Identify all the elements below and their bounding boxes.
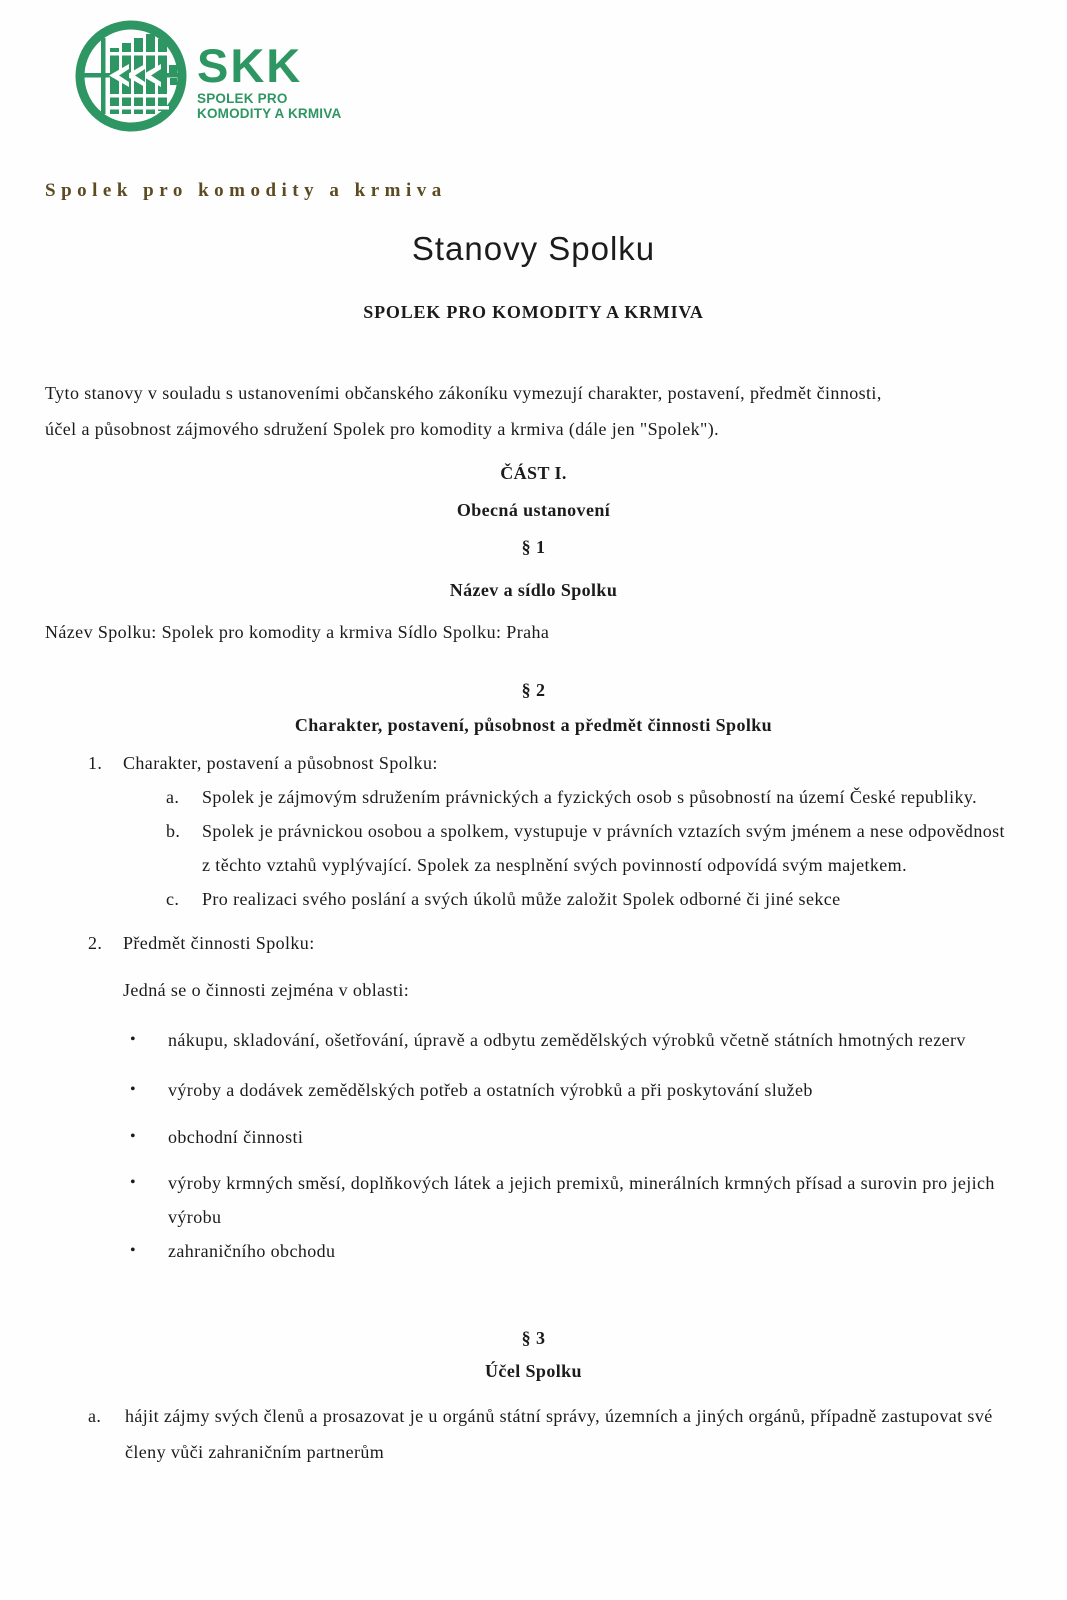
item-marker: a. [88,1406,102,1426]
item-text: Spolek je právnickou osobou a spolkem, vystupuje v právních vztazích svým jménem a nese odpovědnost z těchto vztahů vyplývající. Spolek za nesplnění svých povinností odpovídá svým majetkem. [202,821,1005,875]
sub-item-a [166,780,1022,814]
bullet-icon: • [130,1128,137,1145]
bullet-text: výroby krmných směsí, doplňkových látek a jejich premixů, minerálních krmných přísad a surovin pro jejich výrobu [168,1173,995,1227]
sub-item-b [166,814,1022,882]
part-subheading: Obecná ustanovení [456,500,611,520]
bullet-icon: • [130,1242,137,1259]
section-1-number: § 1 [521,537,546,557]
doc-title: Stanovy Spolku [411,230,656,267]
skk-logo-subtitle [197,91,341,121]
bullet-icon: • [130,1174,137,1191]
section-1-body: Název Spolku: Spolek pro komodity a krmiva Sídlo Spolku: Praha [45,622,550,642]
item-text: hájit zájmy svých členů a prosazovat je u orgánů státní správy, územních a jiných orgánů, případně zastupovat své členy vůči zahraničním partnerům [125,1406,993,1462]
section-1-title: Název a sídlo Spolku [449,580,618,600]
bullet-item [130,1234,1022,1268]
numbered-item-1 [88,746,1022,780]
bullet-icon: • [130,1031,137,1048]
bullet-text: výroby a dodávek zemědělských potřeb a ostatních výrobků a při poskytování služeb [168,1080,813,1100]
section-2-number: § 2 [521,680,546,700]
item-text: Pro realizaci svého poslání a svých úkolů může založit Spolek odborné či jiné sekce [202,889,841,909]
item-text: Charakter, postavení a působnost Spolku: [123,753,438,773]
item-marker: a. [166,787,180,807]
bullet-text: obchodní činnosti [168,1127,304,1147]
bullet-text: nákupu, skladování, ošetřování, úpravě a odbytu zemědělských výrobků včetně státních hmotných rezerv [168,1030,966,1050]
item-marker: c. [166,889,180,909]
bullet-item [130,1073,1022,1107]
bullet-text: zahraničního obchodu [168,1241,336,1261]
item-marker: b. [166,821,181,841]
intro-paragraph: Tyto stanovy v souladu s ustanoveními občanského zákoníku vymezují charakter, postavení, předmět činnosti, účel a působnost zájmového sdružení Spolek pro komodity a krmiva (dále jen "Spolek"). [45,383,882,439]
skk-logo-mark-icon [73,18,189,134]
skk-logo-acronym: SKK [197,39,303,92]
org-name: Spolek pro komodity a krmiva [45,180,447,201]
section-3-number: § 3 [521,1328,546,1348]
item-marker: 1. [88,753,103,773]
item-marker: 2. [88,933,103,953]
skk-logo-subtitle-line2: KOMODITY A KRMIVA [197,106,342,122]
section-3-title: Účel Spolku [485,1361,582,1381]
bullet-icon: • [130,1081,137,1098]
bullet-item [130,1166,1022,1234]
item-text: Spolek je zájmovým sdružením právnických a fyzických osob s působností na území České republiky. [202,787,978,807]
activities-lead: Jedná se o činnosti zejména v oblasti: [123,980,410,1000]
bullet-item [130,1120,1022,1154]
bullet-item [130,1023,1022,1057]
section-2-title: Charakter, postavení, působnost a předmět činnosti Spolku [294,715,773,735]
sub-item-c [166,882,1022,916]
doc-subtitle: SPOLEK PRO KOMODITY A KRMIVA [363,302,704,322]
skk-logo-subtitle-line1: SPOLEK PRO [197,91,288,107]
skk-logo-text [197,39,342,122]
numbered-item-2 [88,926,1022,960]
skk-logo [73,18,1067,134]
item-text: Předmět činnosti Spolku: [123,933,315,953]
part-heading: ČÁST I. [500,463,567,483]
purpose-item-a [88,1398,1022,1470]
